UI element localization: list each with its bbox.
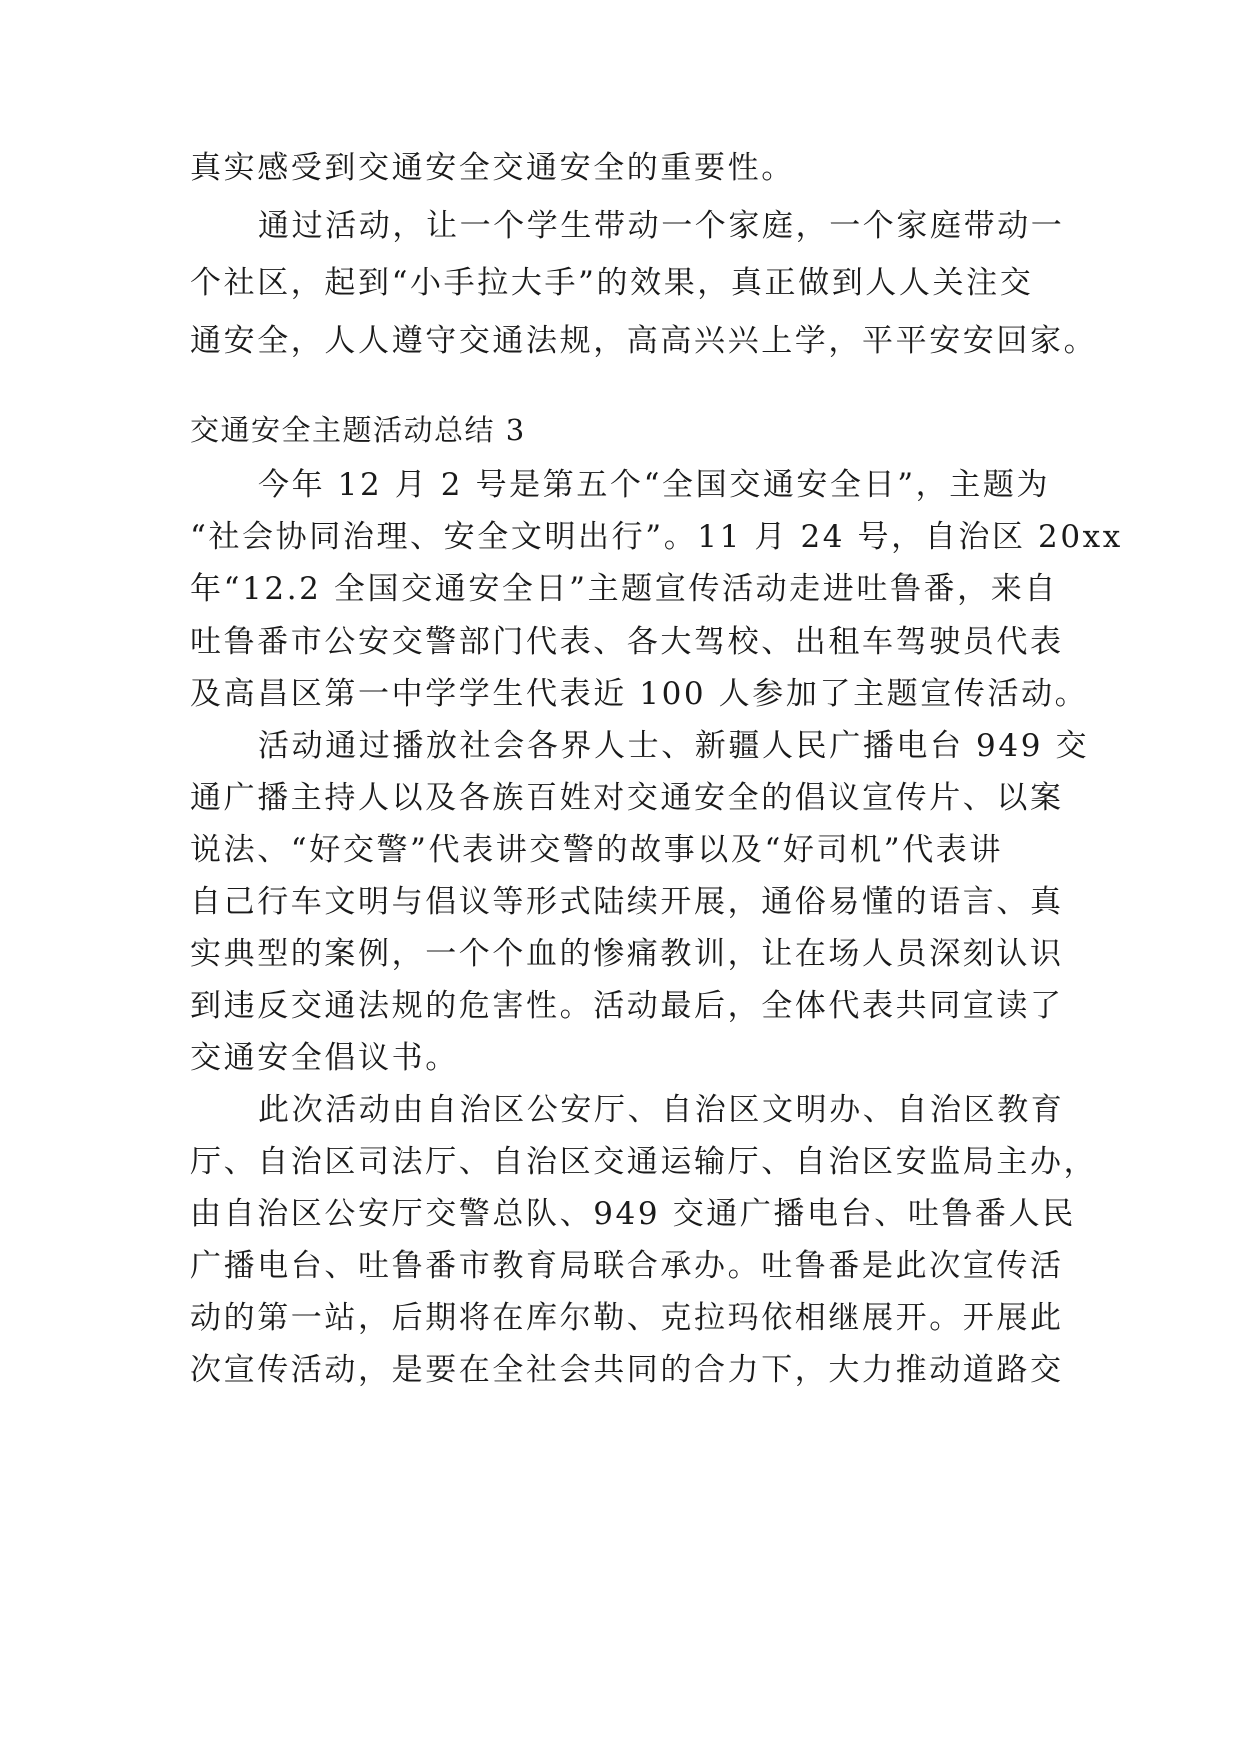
text-line-4: 通安全，人人遵守交通法规，高高兴兴上学，平平安安回家。: [190, 323, 1098, 359]
paragraph-start-line: 通过活动，让一个学生带动一个家庭，一个家庭带动一: [258, 208, 1065, 244]
text-line-19: 厅、自治区司法厅、自治区交通运输厅、自治区安监局主办，: [190, 1144, 1098, 1180]
text-line-23: 次宣传活动，是要在全社会共同的合力下，大力推动道路交: [190, 1352, 1064, 1388]
text-line-1: 真实感受到交通安全交通安全的重要性。: [190, 150, 795, 186]
text-line-13: 说法、“好交警”代表讲交警的故事以及“好司机”代表讲: [190, 832, 1003, 868]
paragraph-start-line: 今年 12 月 2 号是第五个“全国交通安全日”，主题为: [258, 467, 1051, 503]
text-line-20: 由自治区公安厅交警总队、949 交通广播电台、吐鲁番人民: [190, 1196, 1076, 1232]
text-line-14: 自己行车文明与倡议等形式陆续开展，通俗易懂的语言、真: [190, 884, 1064, 920]
text-line-22: 动的第一站，后期将在库尔勒、克拉玛依相继展开。开展此: [190, 1300, 1064, 1336]
text-line-21: 广播电台、吐鲁番市教育局联合承办。吐鲁番是此次宣传活: [190, 1248, 1064, 1284]
document-page: [190, 0, 1123, 1754]
text-line-15: 实典型的案例，一个个血的惨痛教训，让在场人员深刻认识: [190, 936, 1064, 972]
text-line-9: 吐鲁番市公安交警部门代表、各大驾校、出租车驾驶员代表: [190, 624, 1064, 660]
section-heading: 交通安全主题活动总结 3: [190, 413, 526, 447]
text-line-3: 个社区，起到“小手拉大手”的效果，真正做到人人关注交: [190, 265, 1034, 301]
paragraph-start-line: 活动通过播放社会各界人士、新疆人民广播电台 949 交: [258, 728, 1090, 764]
text-line-8: 年“12.2 全国交通安全日”主题宣传活动走进吐鲁番，来自: [190, 571, 1058, 607]
text-line-16: 到违反交通法规的危害性。活动最后，全体代表共同宣读了: [190, 988, 1064, 1024]
text-line-7: “社会协同治理、安全文明出行”。11 月 24 号，自治区 20xx: [190, 519, 1123, 555]
text-line-17: 交通安全倡议书。: [190, 1040, 459, 1076]
paragraph-start-line: 此次活动由自治区公安厅、自治区文明办、自治区教育: [258, 1092, 1065, 1128]
text-line-12: 通广播主持人以及各族百姓对交通安全的倡议宣传片、以案: [190, 780, 1064, 816]
text-line-10: 及高昌区第一中学学生代表近 100 人参加了主题宣传活动。: [190, 676, 1089, 712]
